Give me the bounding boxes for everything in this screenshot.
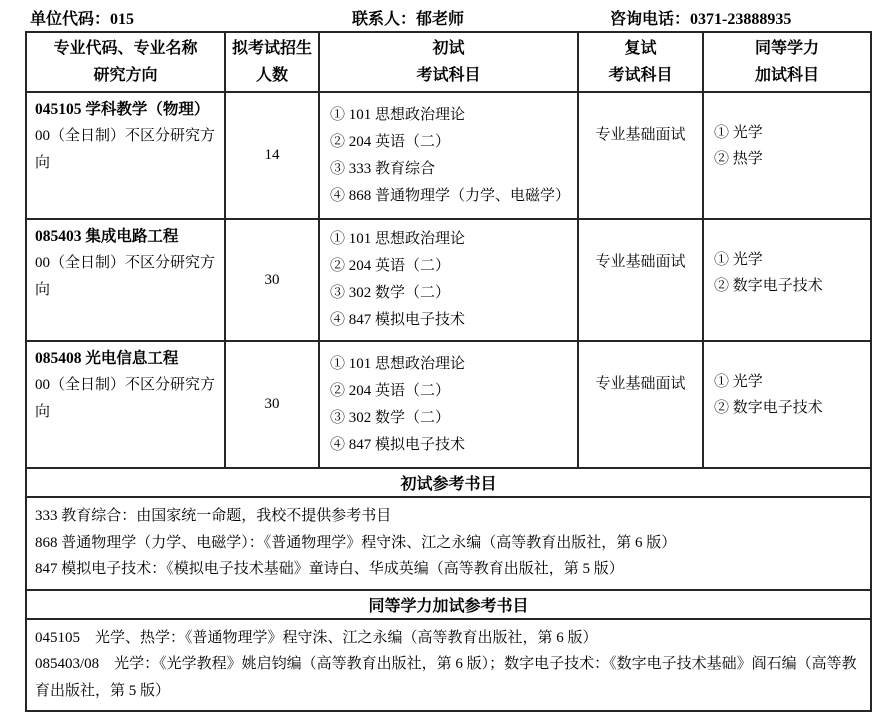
unit-code-label: 单位代码： xyxy=(30,11,111,28)
column-header-initial-exam-line1: 初试 xyxy=(432,40,465,57)
program-row-085403 xyxy=(26,219,871,341)
column-header-additional-line1: 同等学力 xyxy=(754,40,819,57)
column-header-program-line2: 研究方向 xyxy=(93,67,158,84)
retest-subject: 专业基础面试 xyxy=(578,92,703,219)
initial-subjects-cell xyxy=(319,341,578,468)
phone-label: 咨询电话： xyxy=(610,11,691,28)
column-header-enrollment-line1: 拟考试招生 xyxy=(231,40,312,57)
reference-book-line: 847 模拟电子技术：《模拟电子技术基础》童诗白、华成英编（高等教育出版社，第 5 版） xyxy=(35,561,624,577)
program-direction: 00（全日制）不区分研究方向 xyxy=(35,128,216,171)
column-header-retest-line2: 考试科目 xyxy=(608,67,673,84)
equiv-ref-section-title: 同等学力加试参考书目 xyxy=(26,590,871,619)
program-row-085408 xyxy=(26,341,871,468)
phone-number xyxy=(610,6,791,29)
program-name-cell xyxy=(26,219,225,341)
program-name-cell xyxy=(26,92,225,219)
contact-label: 联系人： xyxy=(352,11,417,28)
initial-subject-item: ④ 868 普通物理学（力学、电磁学） xyxy=(330,187,571,204)
initial-subject-item: ③ 302 数学（二） xyxy=(330,409,451,426)
enrollment-count: 30 xyxy=(225,219,319,341)
initial-subject-item: ① 101 思想政治理论 xyxy=(330,106,466,123)
initial-subject-item: ② 204 英语（二） xyxy=(330,258,451,274)
additional-subject-item: ① 光学 xyxy=(714,374,763,390)
admissions-table xyxy=(25,31,872,712)
reference-book-line: 045105 光学、热学：《普通物理学》程守洙、江之永编（高等教育出版社，第 6 版） xyxy=(35,629,598,646)
program-row-045105 xyxy=(26,92,871,219)
initial-subject-item: ③ 302 数学（二） xyxy=(330,285,451,301)
initial-subject-item: ② 204 英语（二） xyxy=(330,382,451,399)
program-title: 085408 光电信息工程 xyxy=(35,350,179,367)
additional-subjects-cell xyxy=(703,341,871,468)
additional-subjects-cell xyxy=(703,92,871,219)
equiv-ref-list xyxy=(26,619,871,712)
initial-subject-item: ① 101 思想政治理论 xyxy=(330,355,466,372)
initial-ref-header-row xyxy=(26,468,871,497)
info-bar xyxy=(0,6,874,30)
additional-subject-item: ② 数字电子技术 xyxy=(714,278,823,294)
reference-book-line: 085403/08 光学：《光学教程》姚启钧编（高等教育出版社，第 6 版）；数字电子技术：《数字电子技术基础》阎石编（高等教育出版社，第 5 版） xyxy=(35,656,857,699)
column-header-program-line1: 专业代码、专业名称 xyxy=(53,40,198,57)
column-header-additional xyxy=(703,32,871,92)
contact-person xyxy=(352,6,464,29)
additional-subject-item: ② 热学 xyxy=(714,151,763,167)
retest-subject: 专业基础面试 xyxy=(578,219,703,341)
initial-ref-section-title: 初试参考书目 xyxy=(26,468,871,497)
additional-subject-item: ① 光学 xyxy=(714,252,763,268)
program-title: 045105 学科教学（物理） xyxy=(35,101,210,118)
unit-code-value: 015 xyxy=(110,11,135,28)
column-header-enrollment xyxy=(225,32,319,92)
additional-subject-item: ② 数字电子技术 xyxy=(714,400,823,416)
enrollment-count: 14 xyxy=(225,92,319,219)
program-direction: 00（全日制）不区分研究方向 xyxy=(35,255,216,298)
additional-subject-item: ① 光学 xyxy=(714,125,763,141)
column-header-retest-line1: 复试 xyxy=(624,40,657,57)
program-title: 085403 集成电路工程 xyxy=(35,228,179,245)
unit-code xyxy=(30,6,134,29)
retest-subject: 专业基础面试 xyxy=(578,341,703,468)
table-header-row xyxy=(26,32,871,92)
additional-subjects-cell xyxy=(703,219,871,341)
initial-ref-content-row xyxy=(26,497,871,590)
initial-subject-item: ④ 847 模拟电子技术 xyxy=(330,436,466,453)
reference-book-line: 333 教育综合：由国家统一命题，我校不提供参考书目 xyxy=(35,508,392,524)
contact-value: 郁老师 xyxy=(416,11,465,28)
initial-subject-item: ④ 847 模拟电子技术 xyxy=(330,312,466,328)
initial-subjects-cell xyxy=(319,92,578,219)
reference-book-line: 868 普通物理学（力学、电磁学）：《普通物理学》程守洙、江之永编（高等教育出版社，第 6 版） xyxy=(35,534,677,551)
column-header-additional-line2: 加试科目 xyxy=(754,67,819,84)
column-header-initial-exam xyxy=(319,32,578,92)
equiv-ref-header-row xyxy=(26,590,871,619)
column-header-program xyxy=(26,32,225,92)
column-header-enrollment-line2: 人数 xyxy=(255,67,288,84)
initial-subject-item: ② 204 英语（二） xyxy=(330,133,451,150)
initial-subject-item: ③ 333 教育综合 xyxy=(330,160,436,177)
phone-value: 0371-23888935 xyxy=(690,11,792,28)
program-direction: 00（全日制）不区分研究方向 xyxy=(35,377,216,420)
enrollment-count: 30 xyxy=(225,341,319,468)
initial-subject-item: ① 101 思想政治理论 xyxy=(330,231,466,247)
column-header-initial-exam-line2: 考试科目 xyxy=(416,67,481,84)
equiv-ref-content-row xyxy=(26,619,871,712)
initial-subjects-cell xyxy=(319,219,578,341)
column-header-retest xyxy=(578,32,703,92)
program-name-cell xyxy=(26,341,225,468)
initial-ref-list xyxy=(26,497,871,590)
